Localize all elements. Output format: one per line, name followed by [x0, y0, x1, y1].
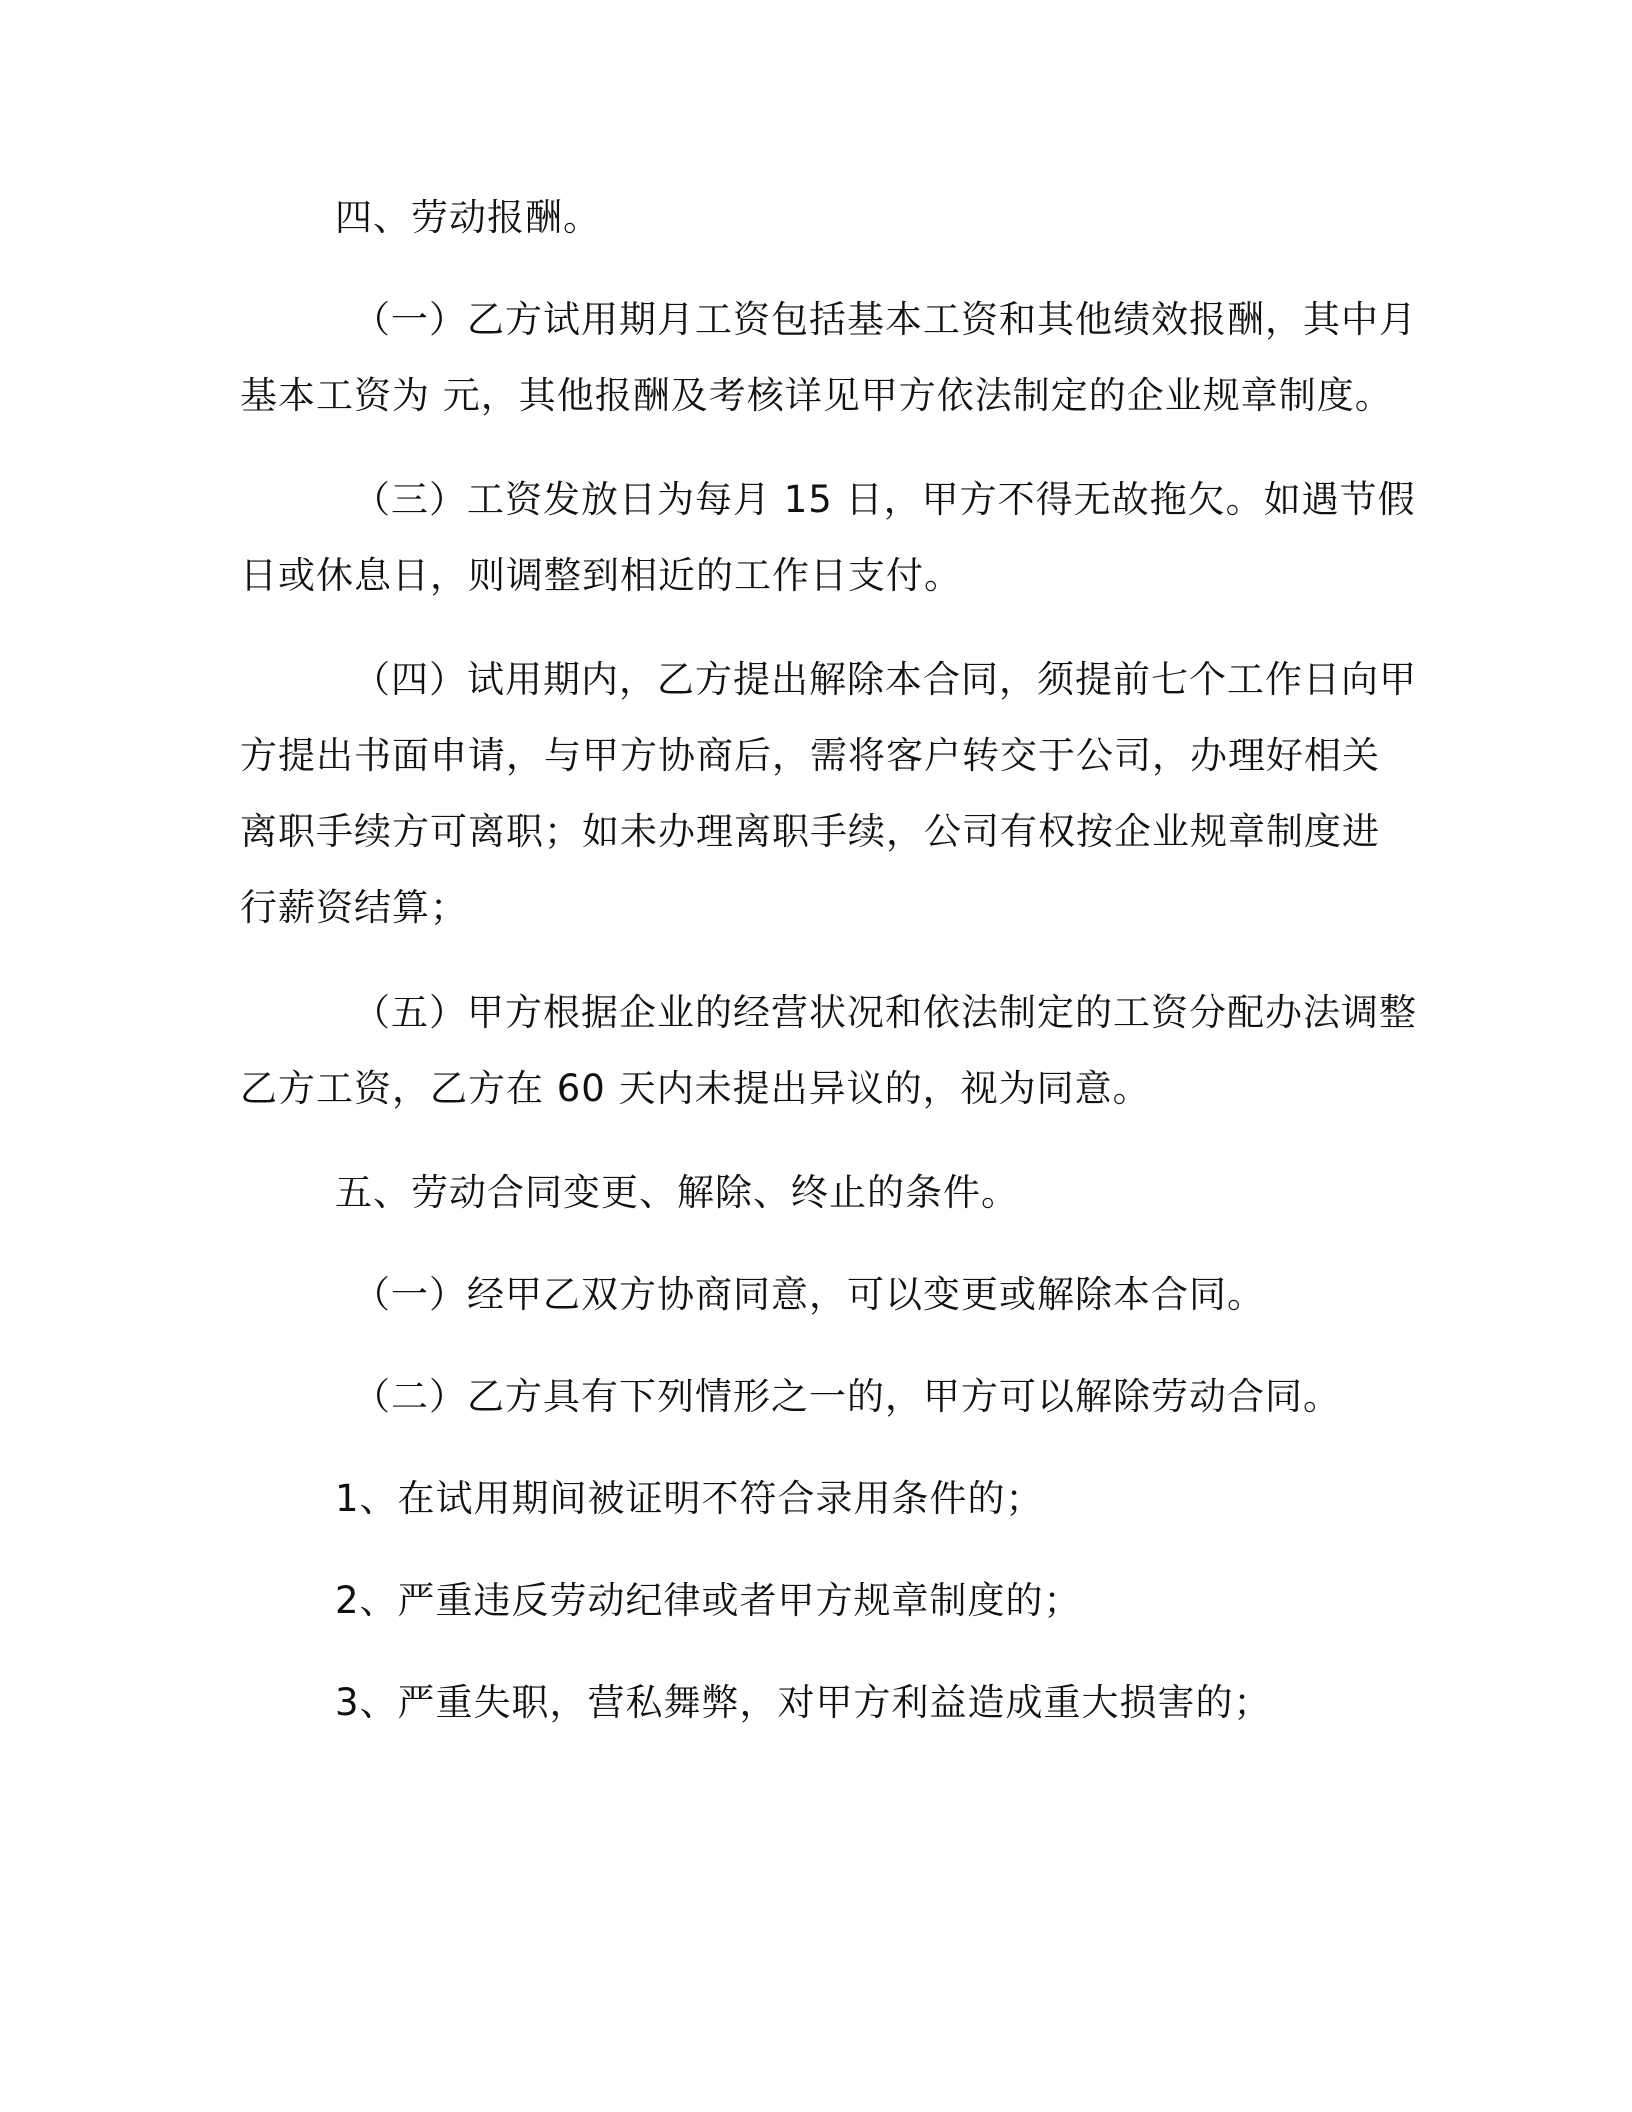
- section-4-item-3: [240, 462, 1416, 614]
- list-item: 2、严重违反劳动纪律或者甲方规章制度的；: [335, 1579, 1082, 1622]
- paragraph-line: （一）经甲乙双方协商同意，可以变更或解除本合同。: [353, 1273, 1265, 1316]
- paragraph-line: （一）乙方试用期月工资包括基本工资和其他绩效报酬，其中月: [353, 298, 1417, 341]
- list-item: 3、严重失职，营私舞弊，对甲方利益造成重大损害的；: [335, 1681, 1272, 1724]
- section-5-heading-text: 五、劳动合同变更、解除、终止的条件。: [335, 1171, 1019, 1214]
- section-4-item-4: [240, 642, 1417, 946]
- paragraph-line: 日或休息日，则调整到相近的工作日支付。: [240, 554, 962, 597]
- paragraph-line: 离职手续方可离职；如未办理离职手续，公司有权按企业规章制度进: [240, 810, 1380, 853]
- paragraph-line: （四）试用期内，乙方提出解除本合同，须提前七个工作日向甲: [353, 658, 1417, 701]
- section-5-list-item-3: [240, 1665, 1390, 1741]
- section-5-item-1: [240, 1257, 1390, 1333]
- paragraph-line: 乙方工资，乙方在 60 天内未提出异议的，视为同意。: [240, 1067, 1151, 1110]
- section-4-item-5: [240, 975, 1417, 1127]
- paragraph-line: （三）工资发放日为每月 15 日，甲方不得无故拖欠。如遇节假: [353, 478, 1416, 521]
- paragraph-line: 方提出书面申请，与甲方协商后，需将客户转交于公司，办理好相关: [240, 734, 1380, 777]
- paragraph-line: （二）乙方具有下列情形之一的，甲方可以解除劳动合同。: [353, 1375, 1341, 1418]
- section-4-heading: [240, 180, 1390, 256]
- section-4-heading-text: 四、劳动报酬。: [335, 196, 601, 239]
- paragraph-line: 基本工资为 元，其他报酬及考核详见甲方依法制定的企业规章制度。: [240, 374, 1393, 417]
- section-4-item-1: [240, 282, 1417, 434]
- section-5-list-item-2: [240, 1563, 1390, 1639]
- section-5-item-2: [240, 1359, 1390, 1435]
- paragraph-line: 行薪资结算；: [240, 886, 468, 929]
- section-5-heading: [240, 1155, 1390, 1231]
- paragraph-line: （五）甲方根据企业的经营状况和依法制定的工资分配办法调整: [353, 991, 1417, 1034]
- list-item: 1、在试用期间被证明不符合录用条件的；: [335, 1477, 1044, 1520]
- section-5-list-item-1: [240, 1461, 1390, 1537]
